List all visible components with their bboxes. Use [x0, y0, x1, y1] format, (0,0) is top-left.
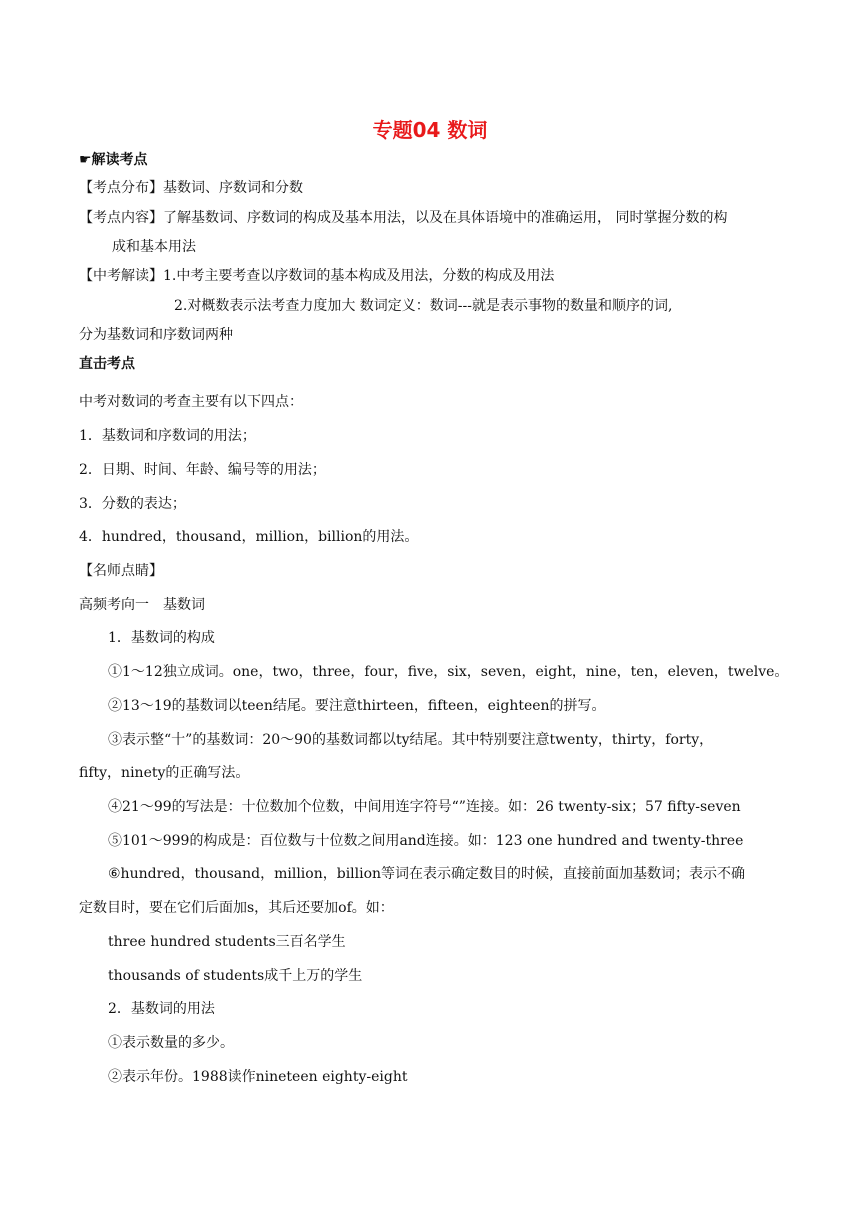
- zhiji-point-3: 3．分数的表达；: [79, 496, 186, 512]
- zhiji-point-4: 4．hundred，thousand，million，billion的用法。: [79, 529, 419, 545]
- kaodian-fenbu-text: 基数词、序数词和分数: [163, 180, 303, 196]
- zhongkao-jiedu-text-1: 1.中考主要考查以序数词的基本构成及用法，分数的构成及用法: [163, 268, 555, 284]
- usage-2: ②表示年份。1988读作nineteen eighty-eight: [108, 1069, 408, 1085]
- zhongkao-jiedu-text-2: 2.对概数表示法考查力度加大 数词定义：数词---就是表示事物的数量和顺序的词,: [174, 298, 673, 314]
- document-title: 专题04 数词: [372, 118, 488, 142]
- rule-1: ①1～12独立成词。one，two，three，four，five，six，seven，eight，nine，ten，eleven，twelve。: [108, 664, 789, 680]
- rule-2: ②13～19的基数词以teen结尾。要注意thirteen，fifteen，eighteen的拼写。: [108, 698, 606, 714]
- rule-3: ③表示整“十”的基数词：20～90的基数词都以ty结尾。其中特别要注意twenty，thirty，forty，: [108, 732, 714, 748]
- rule-5: ⑤101～999的构成是：百位数与十位数之间用and连接。如：123 one hundred and twenty-three: [108, 833, 744, 849]
- kaodian-neirong: [79, 208, 727, 228]
- rule-4: ④21～99的写法是：十位数加个位数，中间用连字符号“”连接。如：26 twenty-six；57 fifty-seven: [108, 799, 741, 815]
- zhiji-point-2: 2．日期、时间、年龄、编号等的用法；: [79, 462, 326, 478]
- zhiji-point-1: 1．基数词和序数词的用法；: [79, 428, 256, 444]
- zhongkao-jiedu-label: 【中考解读】: [79, 268, 163, 284]
- example-2: thousands of students成千上万的学生: [108, 968, 363, 984]
- rule-3-cont: fifty，ninety的正确写法。: [79, 765, 250, 781]
- zhiji-intro: 中考对数词的考查主要有以下四点：: [79, 394, 303, 410]
- section-heading-jiedu: ☛解读考点: [79, 152, 148, 168]
- kaodian-neirong-text-2: 成和基本用法: [112, 239, 196, 255]
- kaodian-fenbu-label: 【考点分布】: [79, 180, 163, 196]
- example-1: three hundred students三百名学生: [108, 934, 346, 950]
- kaodian-fenbu: [79, 178, 303, 198]
- zhongkao-jiedu-text-3: 分为基数词和序数词两种: [79, 327, 233, 343]
- section-heading-zhiji: 直击考点: [79, 356, 135, 372]
- kaodian-neirong-text-1: 了解基数词、序数词的构成及基本用法，以及在具体语境中的准确运用， 同时掌握分数的构: [163, 210, 728, 226]
- zhongkao-jiedu: [79, 266, 554, 286]
- item1-title: 1．基数词的构成: [108, 630, 215, 646]
- kaodian-neirong-label: 【考点内容】: [79, 210, 163, 226]
- rule-6: ⑥hundred，thousand，million，billion等词在表示确定数目的时候，直接前面加基数词；表示不确: [108, 866, 746, 882]
- usage-1: ①表示数量的多少。: [108, 1035, 234, 1051]
- gaopin-subheading: 高频考向一 基数词: [79, 597, 205, 613]
- section-heading-mingshi: 【名师点睛】: [79, 563, 163, 579]
- rule-6-cont: 定数目时，要在它们后面加s，其后还要加of。如：: [79, 900, 394, 916]
- item2-title: 2．基数词的用法: [108, 1001, 215, 1017]
